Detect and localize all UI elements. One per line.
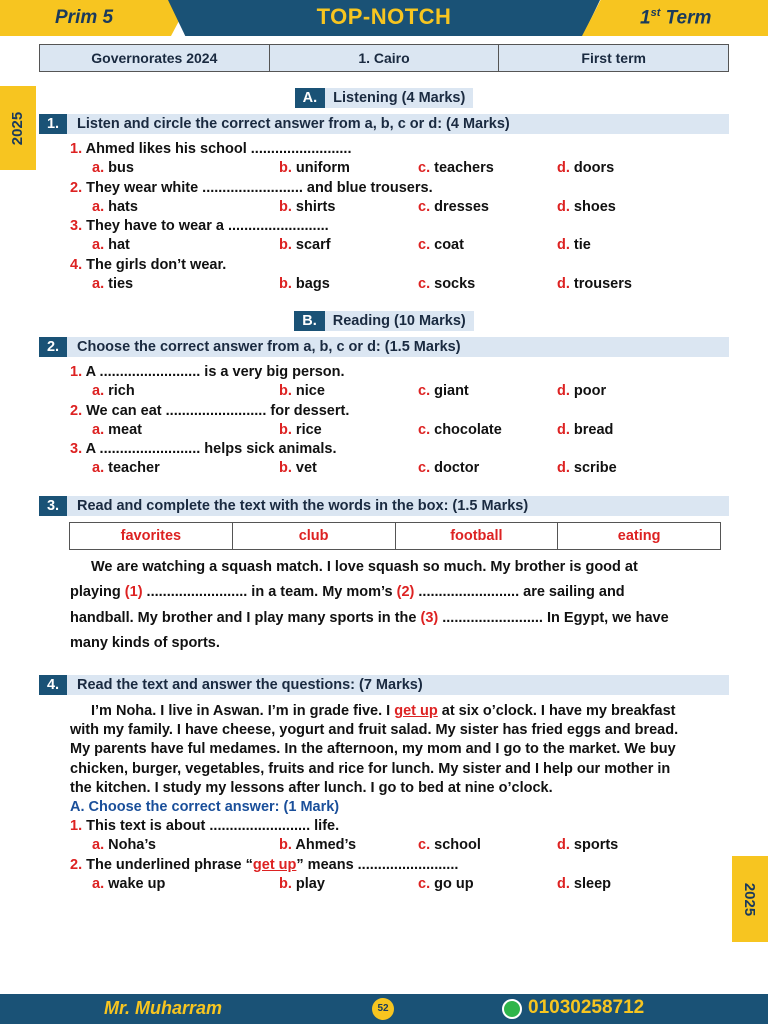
option-b[interactable]: b. uniform	[279, 160, 350, 176]
option-a[interactable]: a. hats	[92, 198, 138, 215]
option-c[interactable]: c. coat	[418, 237, 464, 254]
section-a-heading: A. Listening (4 Marks)	[0, 88, 768, 108]
q1-item-stem: 2. They wear white ......................... and blue trousers.	[70, 179, 433, 196]
option-c[interactable]: c. giant	[418, 383, 469, 399]
question-2-bar: 2. Choose the correct answer from a, b, c or d: (1.5 Marks)	[39, 337, 729, 357]
exam-info-table	[39, 44, 729, 72]
question-3-bar: 3. Read and complete the text with the words in the box: (1.5 Marks)	[39, 496, 729, 516]
option-a[interactable]: a. hat	[92, 237, 130, 254]
option-c[interactable]: c. dresses	[418, 198, 489, 215]
option-a[interactable]: a. wake up	[92, 876, 166, 892]
option-d[interactable]: d. trousers	[557, 276, 632, 293]
whatsapp-icon	[502, 999, 522, 1019]
section-b-heading: B. Reading (10 Marks)	[0, 311, 768, 331]
q3-text-line: playing (1) ......................... in a team. My mom’s (2) ......................... are sailing and	[70, 584, 625, 600]
question-1-bar: 1. Listen and circle the correct answer from a, b, c or d: (4 Marks)	[39, 114, 729, 134]
option-a[interactable]: a. ties	[92, 276, 134, 293]
year-tab-right: 2025	[732, 856, 768, 942]
option-a[interactable]: a. Noha’s	[92, 837, 156, 853]
option-d[interactable]: d. scribe	[557, 460, 617, 477]
option-a[interactable]: a. meat	[92, 421, 142, 438]
q1-item-stem: 3. They have to wear a .........................	[70, 218, 329, 235]
info-term: First term	[581, 50, 646, 66]
q2-item-stem: 1. A ......................... is a very big person.	[70, 364, 345, 380]
q4-sub-heading: A. Choose the correct answer: (1 Mark)	[70, 799, 340, 815]
option-a[interactable]: a. teacher	[92, 460, 160, 477]
option-a[interactable]: a. bus	[92, 160, 134, 176]
phone-number: 01030258712	[528, 997, 645, 1018]
option-b[interactable]: b. play	[279, 876, 325, 892]
q4-text-line: My parents have ful medames. In the afternoon, my mom and I go to the market. We buy	[70, 741, 676, 757]
q1-item-stem: 4. The girls don’t wear.	[70, 257, 227, 274]
q4-text-line: chicken, burger, vegetables, fruits and rice for lunch. My sister and I help our mother in	[70, 761, 671, 777]
option-d[interactable]: d. tie	[557, 237, 591, 254]
option-b[interactable]: b. vet	[279, 460, 317, 477]
option-b[interactable]: b. nice	[279, 383, 325, 399]
option-b[interactable]: b. shirts	[279, 198, 336, 215]
q1-item-stem: 1. Ahmed likes his school .........................	[70, 141, 352, 157]
q4-text-line: I’m Noha. I live in Aswan. I’m in grade five. I get up at six o’clock. I have my breakfast	[91, 703, 676, 719]
word-item: football	[396, 523, 559, 549]
question-4-bar: 4. Read the text and answer the questions: (7 Marks)	[39, 675, 729, 695]
q3-text-line: many kinds of sports.	[70, 635, 220, 651]
option-d[interactable]: d. poor	[557, 383, 607, 399]
grade-label: Prim 5	[55, 7, 114, 28]
term-label: 1st Term	[640, 7, 712, 29]
q4-text-line: with my family. I have cheese, yogurt and fruit salad. My sister has fried eggs and bread.	[70, 722, 679, 738]
page-footer	[0, 994, 768, 1024]
option-c[interactable]: c. doctor	[418, 460, 480, 477]
option-c[interactable]: c. teachers	[418, 160, 494, 176]
page-number: 52	[372, 998, 394, 1020]
info-governorate: 1. Cairo	[270, 45, 500, 71]
option-b[interactable]: b. Ahmed’s	[279, 837, 357, 853]
option-c[interactable]: c. chocolate	[418, 421, 502, 438]
q3-text-line: We are watching a squash match. I love squash so much. My brother is good at	[91, 559, 638, 575]
option-d[interactable]: d. shoes	[557, 198, 616, 215]
q4-text-line: the kitchen. I study my lessons after lunch. I go to bed at nine o’clock.	[70, 780, 553, 796]
option-b[interactable]: b. bags	[279, 276, 330, 293]
q4-item-stem: 1. This text is about ......................... life.	[70, 818, 340, 834]
q2-item-stem: 2. We can eat ......................... for dessert.	[70, 402, 350, 419]
q4-item-2-stem: 2. The underlined phrase “get up” means .........................	[70, 857, 459, 873]
page-header	[0, 0, 768, 36]
teacher-name: Mr. Muharram	[104, 998, 223, 1018]
option-c[interactable]: c. school	[418, 837, 481, 853]
q2-item-stem: 3. A ......................... helps sick animals.	[70, 441, 337, 458]
option-d[interactable]: d. sports	[557, 837, 619, 853]
year-tab-left: 2025	[0, 86, 36, 170]
info-governorates: Governorates 2024	[40, 45, 270, 71]
option-a[interactable]: a. rich	[92, 383, 135, 399]
option-d[interactable]: d. bread	[557, 421, 614, 438]
option-d[interactable]: d. sleep	[557, 876, 612, 892]
word-item: favorites	[70, 523, 233, 549]
option-c[interactable]: c. go up	[418, 876, 474, 892]
option-d[interactable]: d. doors	[557, 160, 615, 176]
word-box	[69, 522, 721, 550]
q3-text-line: handball. My brother and I play many sports in the (3) ......................... In Egypt, we have	[70, 610, 669, 626]
word-item: club	[233, 523, 396, 549]
brand-title: TOP-NOTCH	[316, 4, 452, 29]
word-item: eating	[617, 528, 661, 544]
option-c[interactable]: c. socks	[418, 276, 476, 293]
option-b[interactable]: b. rice	[279, 421, 322, 438]
option-b[interactable]: b. scarf	[279, 237, 331, 254]
